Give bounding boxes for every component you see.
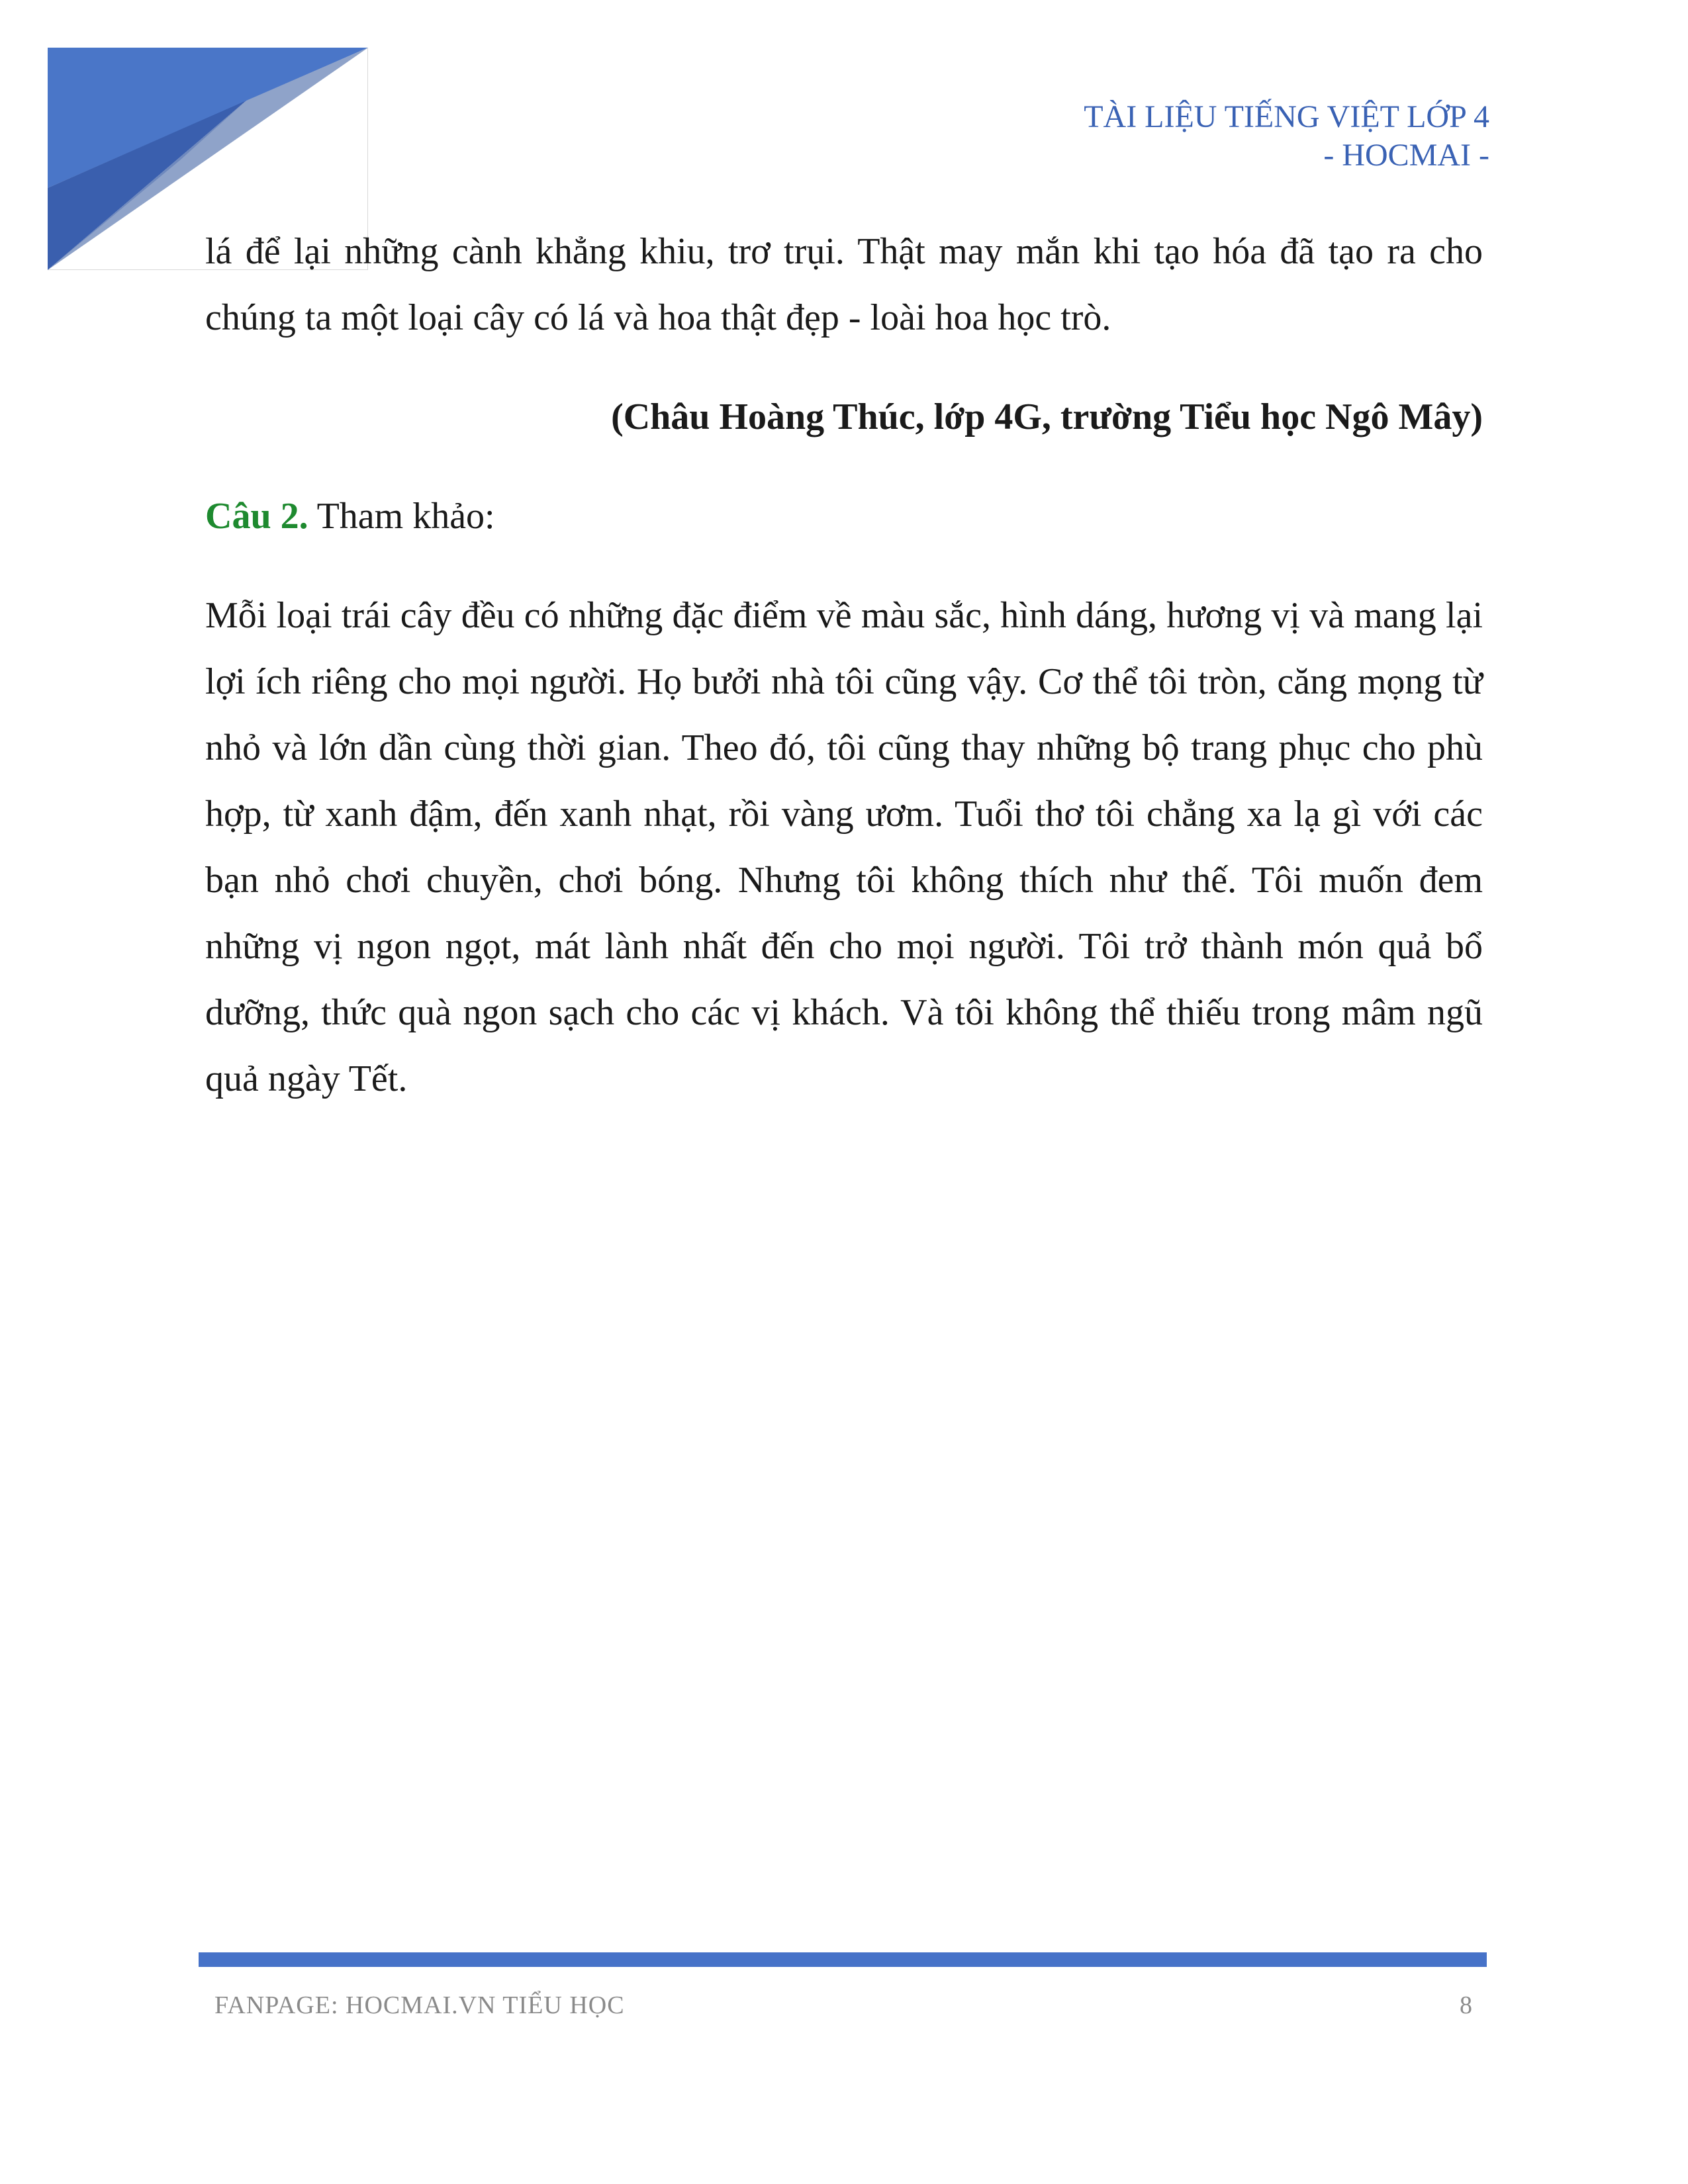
header-subtitle: - HOCMAI - [1323, 138, 1489, 173]
question-label: Câu 2. [205, 496, 308, 537]
document-header [1084, 98, 1489, 175]
document-body [205, 218, 1483, 1112]
paragraph-answer: Mỗi loại trái cây đều có những đặc điểm về màu sắc, hình dáng, hương vị và mang lại lợi ích riêng cho mọi người. Họ bưởi nhà tôi cũng vậy. Cơ thể tôi tròn, căng mọng từ nhỏ và lớn dần cùng thời gian. Theo đó, tôi cũng thay những bộ trang phục cho phù hợp, từ xanh đậm, đến xanh nhạt, rồi vàng ươm. Tuổi thơ tôi chẳng xa lạ gì với các bạn nhỏ chơi chuyền, chơi bóng. Nhưng tôi không thích như thế. Tôi muốn đem những vị ngon ngọt, mát lành nhất đến cho mọi người. Tôi trở thành món quả bổ dưỡng, thức quà ngon sạch cho các vị khách. Và tôi không thể thiếu trong mâm ngũ quả ngày Tết. [205, 595, 1483, 1099]
question-heading [205, 483, 1483, 549]
header-title: TÀI LIỆU TIẾNG VIỆT LỚP 4 [1084, 99, 1489, 134]
footer-fanpage: FANPAGE: HOCMAI.VN TIỂU HỌC [214, 1991, 625, 2019]
attribution: (Châu Hoàng Thúc, lớp 4G, trường Tiểu học Ngô Mây) [611, 396, 1483, 437]
page-number: 8 [1460, 1991, 1472, 2019]
question-text: Tham khảo: [308, 496, 495, 537]
paragraph-continued: lá để lại những cành khẳng khiu, trơ trụi. Thật may mắn khi tạo hóa đã tạo ra cho chúng ta một loại cây có lá và hoa thật đẹp - loài hoa học trò. [205, 231, 1483, 338]
footer-divider [199, 1952, 1487, 1967]
